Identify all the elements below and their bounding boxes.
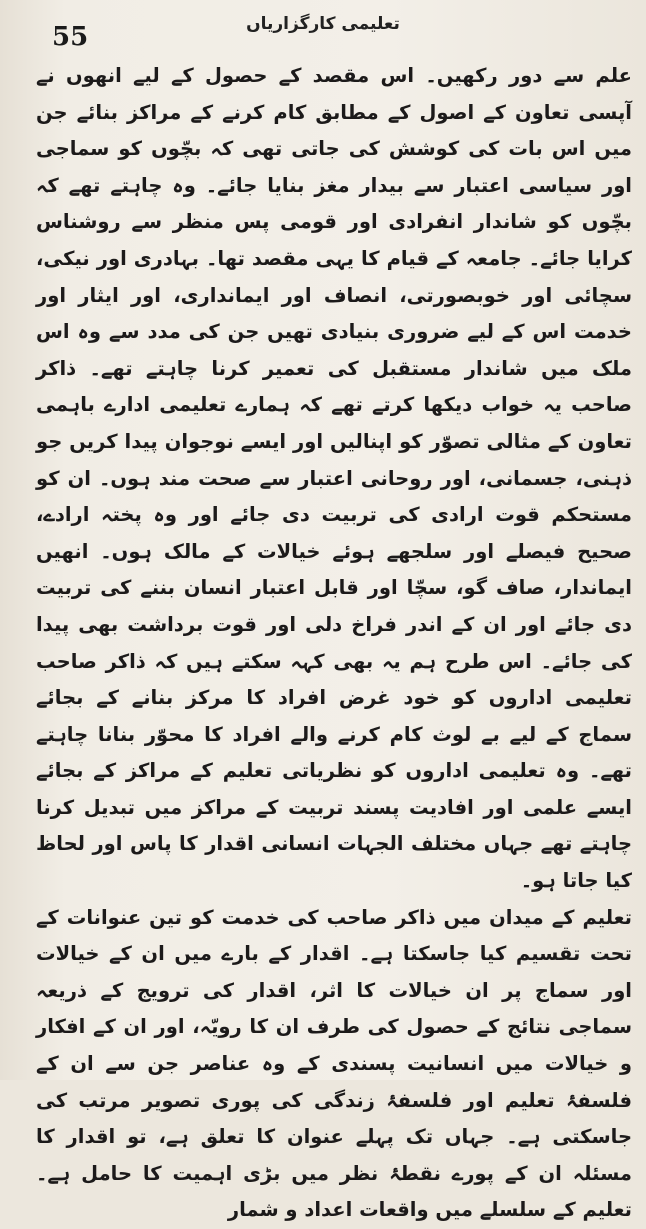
page-number: 55 bbox=[52, 22, 89, 52]
running-title: تعلیمی کارگزاریاں bbox=[246, 14, 400, 34]
body-text bbox=[36, 58, 632, 1222]
paragraph: تعلیم کے میدان میں ذاکر صاحب کی خدمت کو تین عنوانات کے تحت تقسیم کیا جاسکتا ہے۔ اقدار کے بارے میں ان کے خیالات اور سماج پر ان خیالات کا اثر، اقدار کی ترویج کے ذریعہ سماجی نتائج کے حصول کی طرف ان کا رویّہ، اور ان کے افکار و خیالات میں انسانیت پسندی کے وہ عناصر جن سے ان کے فلسفۂ تعلیم اور فلسفۂ زندگی کی پوری تصویر مرتب کی جاسکتی ہے۔ جہاں تک پہلے عنوان کا تعلق ہے، تو اقدار کا مسئلہ ان کے پورے نقطۂ نظر میں بڑی اہمیت کا حامل ہے۔ تعلیم کے سلسلے میں واقعات اعداد و شمار bbox=[36, 905, 632, 1222]
paragraph: علم سے دور رکھیں۔ اس مقصد کے حصول کے لیے انھوں نے آپسی تعاون کے اصول کے مطابق کام کرنے کے مراکز بنائے جن میں اس بات کی کوشش کی جاتی تھی کہ بچّوں کو سماجی اور سیاسی اعتبار سے بیدار مغز بنایا جائے۔ وہ چاہتے تھے کہ بچّوں کو شاندار انفرادی اور قومی پس منظر سے روشناس کرایا جائے۔ جامعہ کے قیام کا یہی مقصد تھا۔ بہادری اور نیکی، سچائی اور خوبصورتی، انصاف اور ایمانداری، اور ایثار اور خدمت اس کے لیے ضروری بنیادی تھیں جن کی مدد سے وہ اس ملک میں شاندار مستقبل کی تعمیر کرنا چاہتے تھے۔ ذاکر صاحب یہ خواب دیکھا کرتے تھے کہ ہمارے تعلیمی ادارے باہمی تعاون کے مثالی تصوّر کو اپنالیں اور ایسے نوجوان پیدا کریں جو ذہنی، جسمانی، اور روحانی اعتبار سے صحت مند ہوں۔ ان کو مستحکم قوت ارادی کی تربیت دی جائے اور وہ پختہ ارادے، صحیح فیصلے اور سلجھے ہوئے خیالات کے مالک ہوں۔ انھیں ایماندار، صاف گو، سچّا اور قابل اعتبار انسان بننے کی تربیت دی جائے اور ان کے اندر فراخ دلی اور قوت برداشت بھی پیدا کی جائے۔ اس طرح ہم یہ بھی کہہ سکتے ہیں کہ ذاکر صاحب تعلیمی اداروں کو خود غرض افراد کا مرکز بنانے کے بجائے سماج کے لیے بے لوث کام کرنے والے افراد کا محوّر بنانا چاہتے تھے۔ وہ تعلیمی اداروں کو نظریاتی تعلیم کے مراکز کے بجائے ایسے علمی اور افادیت پسند تربیت کے مراکز میں تبدیل کرنا چاہتے تھے جہاں مختلف الجہات انسانی اقدار کا پاس اور لحاظ کیا جاتا ہو۔ bbox=[36, 64, 632, 893]
